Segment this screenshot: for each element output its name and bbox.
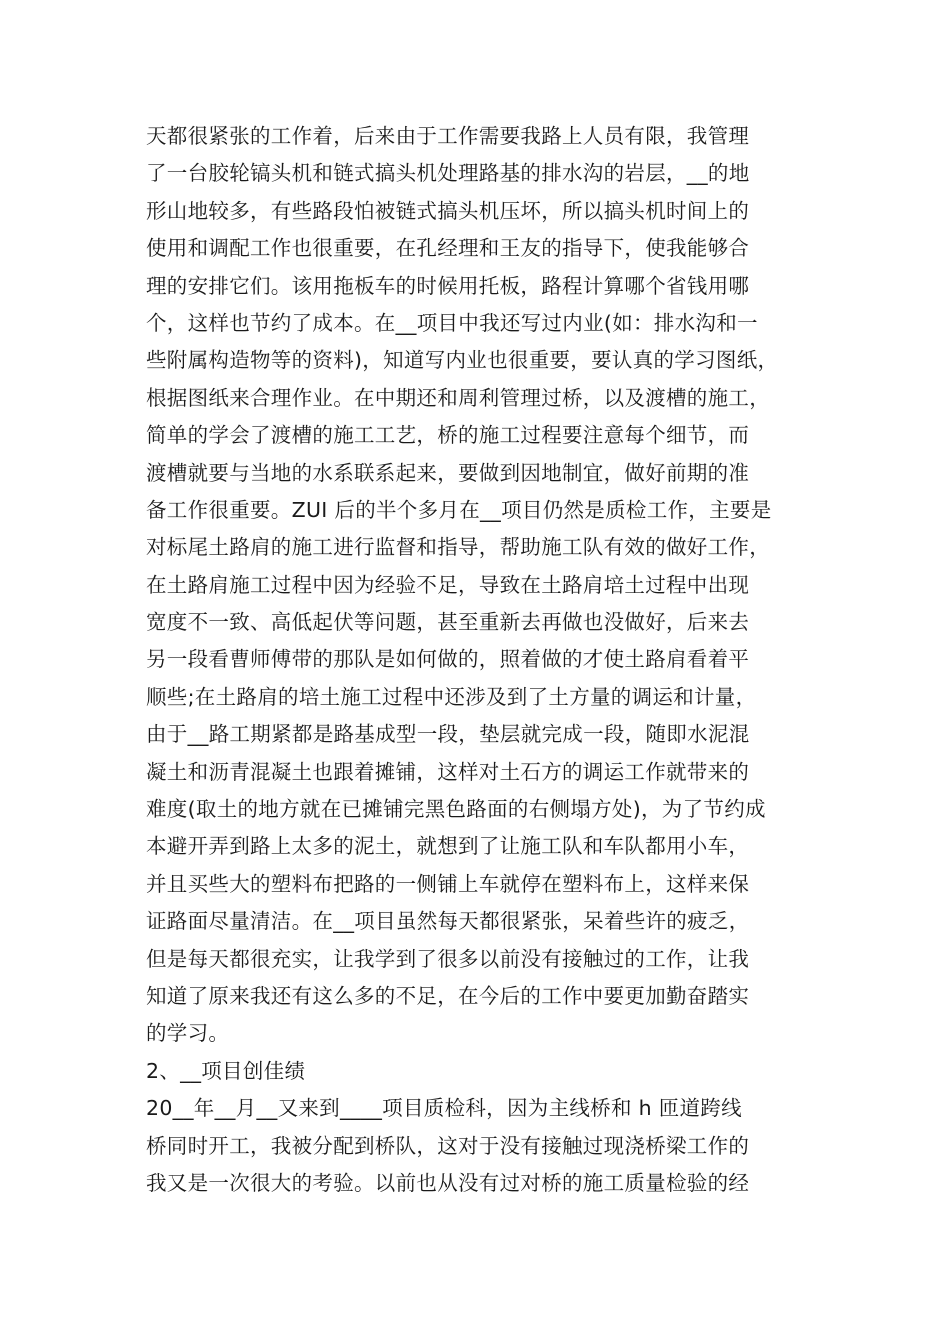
text-line: 另一段看曹师傅带的那队是如何做的，照着做的才使土路肩看着平 [146,647,750,672]
text-line: 由于__路工期紧都是路基成型一段，垫层就完成一段，随即水泥混 [146,722,750,747]
text-line: 宽度不一致、高低起伏等问题，甚至重新去再做也没做好，后来去 [146,610,750,635]
text-line: 天都很紧张的工作着，后来由于工作需要我路上人员有限，我管理 [146,124,750,148]
section-heading: 2、__项目创佳绩 [146,1058,306,1083]
text-line: 桥同时开工，我被分配到桥队，这对于没有接触过现浇桥梁工作的 [146,1133,750,1158]
text-line: 根据图纸来合理作业。在中期还和周利管理过桥，以及渡槽的施工， [146,385,770,410]
text-line: 备工作很重要。ZUI 后的半个多月在__项目仍然是质检工作，主要是 [146,497,772,522]
text-line: 我又是一次很大的考验。以前也从没有过对桥的施工质量检验的经 [146,1170,750,1195]
text-line: 顺些;在土路肩的培土施工过程中还涉及到了土方量的调运和计量， [146,684,757,709]
text-line: 理的安排它们。该用拖板车的时候用托板，路程计算哪个省钱用哪 [146,273,750,298]
body-text [146,118,826,1202]
text-line: 证路面尽量清洁。在__项目虽然每天都很紧张，呆着些许的疲乏， [146,909,750,934]
text-line: 渡槽就要与当地的水系联系起来，要做到因地制宜，做好前期的准 [146,460,750,485]
text-line: 难度(取土的地方就在已摊铺完黑色路面的右侧塌方处)，为了节约成 [146,797,766,822]
text-line: 形山地较多，有些路段怕被链式搞头机压坏，所以搞头机时间上的 [146,198,750,223]
text-line: 了一台胶轮镐头机和链式搞头机处理路基的排水沟的岩层，__的地 [146,161,750,186]
text-line: 简单的学会了渡槽的施工工艺，桥的施工过程要注意每个细节，而 [146,423,750,448]
text-line: 使用和调配工作也很重要，在孔经理和王友的指导下，使我能够合 [146,236,750,261]
text-line: 凝土和沥青混凝土也跟着摊铺，这样对土石方的调运工作就带来的 [146,759,750,784]
text-line: 并且买些大的塑料布把路的一侧铺上车就停在塑料布上，这样来保 [146,871,750,896]
text-line: 些附属构造物等的资料)，知道写内业也很重要，要认真的学习图纸， [146,348,779,373]
text-line: 本避开弄到路上太多的泥土，就想到了让施工队和车队都用小车， [146,834,750,859]
text-line: 个，这样也节约了成本。在__项目中我还写过内业(如：排水沟和一 [146,310,758,335]
text-line: 在土路肩施工过程中因为经验不足，导致在土路肩培土过程中出现 [146,572,750,597]
text-line: 但是每天都很充实，让我学到了很多以前没有接触过的工作，让我 [146,946,750,971]
text-line: 的学习。 [146,1021,230,1046]
text-line: 知道了原来我还有这么多的不足，在今后的工作中要更加勤奋踏实 [146,983,750,1008]
text-line: 对标尾土路肩的施工进行监督和指导，帮助施工队有效的做好工作， [146,535,770,560]
text-line: 20__年__月__又来到____项目质检科，因为主线桥和 h 匝道跨线 [146,1096,742,1121]
